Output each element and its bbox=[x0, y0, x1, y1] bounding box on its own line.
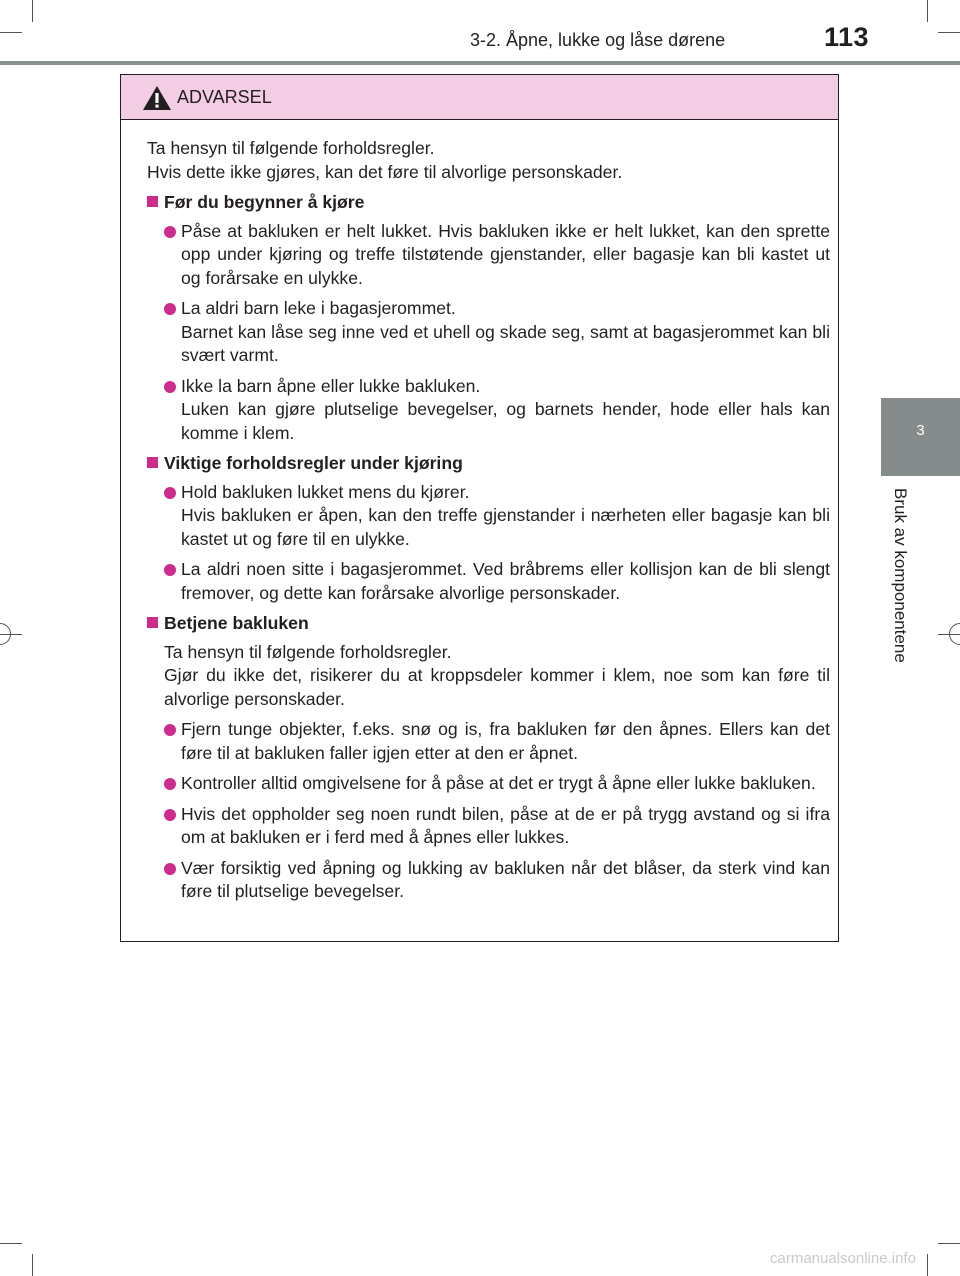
bullet-text: Vær forsiktig ved åpning og lukking av bakluken når det blåser, da sterk vind kan føre til plutselige bevegelser. bbox=[181, 857, 830, 901]
bullet-dot-icon bbox=[164, 863, 176, 875]
section-heading bbox=[164, 612, 830, 636]
chapter-label: Bruk av komponentene bbox=[891, 488, 910, 663]
bullet-text: Kontroller alltid omgivelsene for å påse at det er trygt å åpne eller lukke bakluken. bbox=[181, 773, 816, 793]
crop-mark bbox=[938, 634, 960, 635]
warning-label: ADVARSEL bbox=[177, 87, 272, 107]
crop-mark bbox=[0, 1243, 22, 1244]
bullet-item bbox=[164, 375, 830, 446]
crop-mark bbox=[938, 32, 960, 33]
bullet-item bbox=[164, 297, 830, 368]
bullet-dot-icon bbox=[164, 809, 176, 821]
section-heading-text: Betjene bakluken bbox=[164, 613, 309, 633]
intro-line: Ta hensyn til følgende forholdsregler. bbox=[147, 138, 435, 158]
chapter-tab bbox=[881, 398, 960, 476]
bullet-text: Hvis bakluken er åpen, kan den treffe gjenstander i nærheten eller bagasje kan bli kastet ut og føre til en ulykke. bbox=[181, 505, 830, 549]
warning-intro bbox=[147, 137, 830, 184]
bullet-text: Ikke la barn åpne eller lukke bakluken. bbox=[181, 375, 481, 396]
bullet-dot-icon bbox=[164, 381, 176, 393]
warning-triangle-icon bbox=[142, 85, 172, 111]
crop-mark bbox=[927, 1254, 928, 1276]
square-bullet-icon bbox=[147, 196, 158, 207]
warning-header bbox=[121, 75, 838, 120]
section-paragraph bbox=[164, 641, 830, 712]
warning-section bbox=[164, 612, 830, 904]
square-bullet-icon bbox=[147, 617, 158, 628]
section-title: 3-2. Åpne, lukke og låse dørene bbox=[470, 30, 726, 50]
bullet-item bbox=[164, 481, 830, 552]
section-heading bbox=[164, 191, 830, 215]
paragraph-line: Ta hensyn til følgende forholdsregler. bbox=[164, 641, 452, 662]
page-number: 113 bbox=[824, 22, 870, 52]
bullet-text: Barnet kan låse seg inne ved et uhell og skade seg, samt at bagasjerommet kan bli svært varmt. bbox=[181, 321, 830, 365]
bullet-item bbox=[164, 803, 830, 850]
bullet-text: Fjern tunge objekter, f.eks. snø og is, fra bakluken før den åpnes. Ellers kan det føre til at bakluken faller igjen etter at den er åpnet. bbox=[181, 719, 830, 763]
crop-mark bbox=[927, 0, 928, 22]
crop-mark bbox=[32, 1254, 33, 1276]
bullet-text: La aldri barn leke i bagasjerommet. bbox=[181, 298, 456, 318]
warning-section bbox=[164, 452, 830, 605]
bullet-text: Hvis det oppholder seg noen rundt bilen, påse at de er på trygg avstand og si ifra om at bakluken er i ferd med å åpnes eller lukkes. bbox=[181, 803, 830, 847]
crop-mark bbox=[0, 634, 22, 635]
bullet-item bbox=[164, 558, 830, 605]
header-rule bbox=[0, 61, 960, 65]
paragraph-line: Gjør du ikke det, risikerer du at kroppsdeler kommer i klem, noe som kan føre til alvorlige personskader. bbox=[164, 665, 830, 709]
section-heading-text: Viktige forholdsregler under kjøring bbox=[164, 453, 463, 473]
section-heading bbox=[164, 452, 830, 476]
bullet-dot-icon bbox=[164, 303, 176, 315]
bullet-dot-icon bbox=[164, 226, 176, 238]
warning-box bbox=[120, 74, 839, 942]
bullet-item bbox=[164, 772, 830, 796]
bullet-text: Påse at bakluken er helt lukket. Hvis bakluken ikke er helt lukket, kan den sprette opp under kjøring og treffe tilstøtende gjenstander, eller bagasje kan bli kastet ut og forårsake en ulykke. bbox=[181, 220, 830, 288]
warning-content bbox=[147, 137, 830, 911]
bullet-text: Luken kan gjøre plutselige bevegelser, og barnets hender, hode eller hals kan komme i klem. bbox=[181, 399, 830, 443]
bullet-dot-icon bbox=[164, 778, 176, 790]
bullet-dot-icon bbox=[164, 564, 176, 576]
section-heading-text: Før du begynner å kjøre bbox=[164, 192, 365, 212]
bullet-dot-icon bbox=[164, 487, 176, 499]
bullet-dot-icon bbox=[164, 724, 176, 736]
bullet-item bbox=[164, 857, 830, 904]
warning-section bbox=[164, 191, 830, 445]
bullet-item bbox=[164, 718, 830, 765]
chapter-number: 3 bbox=[916, 422, 925, 439]
crop-mark bbox=[32, 0, 33, 22]
bullet-item bbox=[164, 220, 830, 291]
crop-mark bbox=[938, 1243, 960, 1244]
watermark: carmanualsonline.info bbox=[770, 1250, 916, 1267]
crop-mark bbox=[0, 32, 22, 33]
bullet-text: La aldri noen sitte i bagasjerommet. Ved bråbrems eller kollisjon kan de bli slengt fremover, og dette kan forårsake alvorlige personskader. bbox=[181, 559, 830, 603]
square-bullet-icon bbox=[147, 457, 158, 468]
intro-line: Hvis dette ikke gjøres, kan det føre til alvorlige personskader. bbox=[147, 161, 623, 182]
bullet-text: Hold bakluken lukket mens du kjører. bbox=[181, 481, 470, 502]
